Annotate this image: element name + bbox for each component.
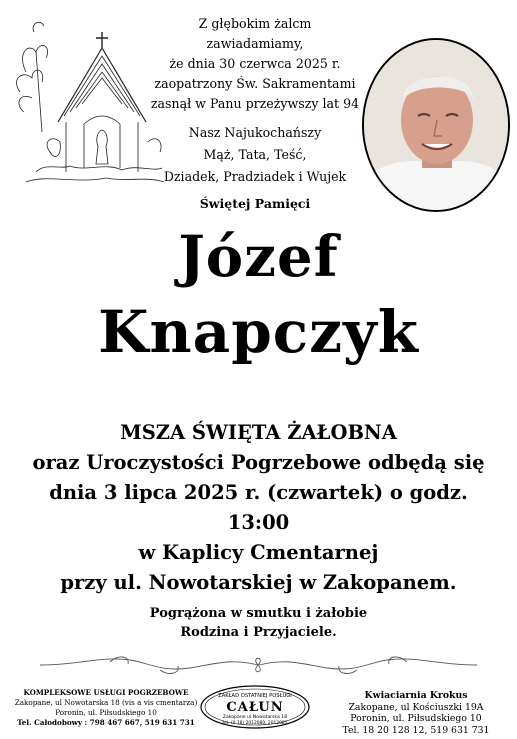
portrait-photo (364, 40, 508, 210)
calun-logo (199, 684, 311, 730)
mass-line: oraz Uroczystości Pogrzebowe odbędą się (32, 451, 485, 474)
florist-address-2: Poronin, ul. Piłsudskiego 10 (350, 713, 482, 724)
funeral-services-info (6, 688, 206, 728)
family-line: Nasz Najukochańszy (188, 125, 322, 140)
decorative-ornament (40, 652, 477, 678)
intro-line: zasnął w Panu przeżywszy lat 94 (150, 96, 360, 111)
services-address: Zakopane, ul Nowotarska 18 (vis a vis cmentarza) (14, 698, 198, 707)
deceased-first-name: Józef (178, 224, 339, 290)
mass-line: w Kaplicy Cmentarnej (138, 541, 379, 564)
services-address-2: Poronin, ul. Piłsudskiego 10 (55, 708, 157, 717)
family-line: Dziadek, Pradziadek i Wujek (163, 169, 347, 184)
funeral-mass-info (20, 418, 497, 598)
announcement-intro (150, 14, 360, 114)
florist-name: Kwiaciarnia Krokus (364, 690, 468, 701)
family-line: Mąż, Tata, Teść, (203, 147, 307, 162)
intro-line: że dnia 30 czerwca 2025 r. (169, 56, 341, 71)
family-roles (150, 122, 360, 188)
mass-line: dnia 3 lipca 2025 r. (czwartek) o godz. 13:00 (49, 481, 468, 534)
logo-phone: tel. (0 18) 2012080, 2012081 (222, 721, 288, 726)
florist-info (318, 690, 514, 736)
services-title: KOMPLEKSOWE USŁUGI POGRZEBOWE (23, 688, 189, 697)
chapel-illustration (6, 12, 166, 190)
mourners-line: Pogrążona w smutku i żałobie (149, 606, 368, 621)
florist-phone: Tel. 18 20 128 12, 519 631 731 (342, 724, 490, 736)
logo-top-text: ZAKŁAD OSTATNIEJ POSŁUGI (218, 693, 292, 699)
intro-line: Z głębokim żalcm zawiadamiamy, (198, 16, 312, 51)
services-phone: Tel. Całodobowy : 798 467 667, 519 631 731 (17, 718, 195, 727)
mourners-line: Rodzina i Przyjaciele. (180, 625, 337, 640)
logo-address: Zakopane ul Nowotarska 18 (222, 715, 288, 720)
intro-line: zaopatrzony Św. Sakramentami (154, 76, 356, 91)
logo-name: CAŁUN (226, 700, 284, 715)
mass-line: MSZA ŚWIĘTA ŻAŁOBNA (120, 421, 397, 444)
mourners-note (0, 604, 517, 642)
memory-label: Świętej Pamięci (199, 196, 311, 211)
mass-line: przy ul. Nowotarskiej w Zakopanem. (60, 571, 457, 594)
florist-address: Zakopane, ul Kościuszki 19A (348, 701, 484, 713)
deceased-portrait (362, 38, 510, 212)
deceased-last-name: Knapczyk (98, 298, 419, 366)
